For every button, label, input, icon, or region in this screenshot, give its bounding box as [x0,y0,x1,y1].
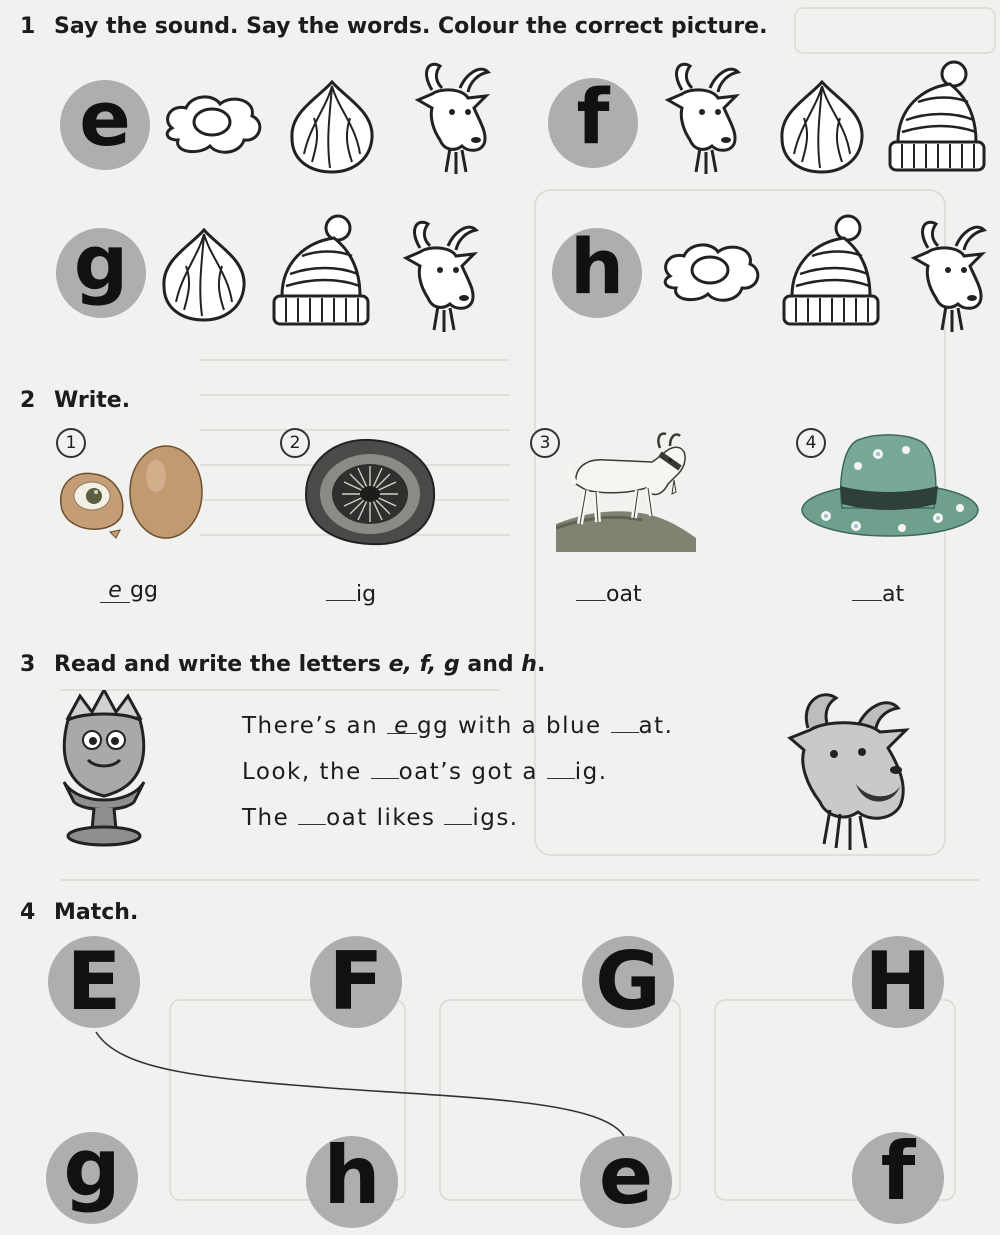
instruction-letters: e, f, g [388,652,460,677]
sentence-text: The [242,805,299,831]
sentence-text: There’s an [242,713,387,739]
lowercase-letter-e[interactable]: e [598,1129,654,1222]
lowercase-letter-g[interactable]: g [63,1121,121,1214]
item-number-badge: 2 [280,428,310,458]
sentence-text: Look, the [242,759,371,785]
uppercase-letter-H[interactable]: H [864,935,932,1028]
letter-gap[interactable]: e [387,713,417,734]
item-number-badge: 3 [530,428,560,458]
word-ending: oat [606,582,642,607]
sentence-text: gg with a blue [416,713,611,739]
exercise-4-instruction: Match. [54,900,139,925]
sentence-text: oat’s got a [398,759,547,785]
sentence-text: ig. [574,759,608,785]
item-number-badge: 1 [56,428,86,458]
sound-letter-h: h [569,222,625,311]
exercise-2-number: 2 [20,388,36,413]
sentence-text: oat likes [326,805,445,831]
lowercase-letter-h[interactable]: h [323,1129,381,1222]
exercise-1-instruction: Say the sound. Say the words. Colour the correct picture. [54,14,768,39]
sentence-text: igs. [472,805,519,831]
sound-letter-f: f [576,72,610,161]
sound-letter-e: e [79,74,131,163]
instruction-last-letter: h [521,652,537,677]
lowercase-letter-f[interactable]: f [880,1125,916,1218]
sentence-text: at. [638,713,674,739]
word-ending: at [882,582,905,607]
uppercase-letter-G[interactable]: G [595,935,661,1028]
exercise-2-instruction: Write. [54,388,131,413]
answer-blank[interactable]: e [100,580,130,603]
exercise-4-number: 4 [20,900,36,925]
item-number-badge: 4 [796,428,826,458]
uppercase-letter-F[interactable]: F [328,935,384,1028]
instruction-end: . [536,652,546,677]
sound-letter-g: g [73,218,129,307]
instruction-and: and [459,652,522,677]
word-ending: ig [356,582,377,607]
exercise-1-number: 1 [20,14,36,39]
word-ending: gg [130,578,158,603]
uppercase-letter-E[interactable]: E [66,935,122,1028]
exercise-3-instruction: Read and write the letters [54,652,389,677]
exercise-3-number: 3 [20,652,36,677]
